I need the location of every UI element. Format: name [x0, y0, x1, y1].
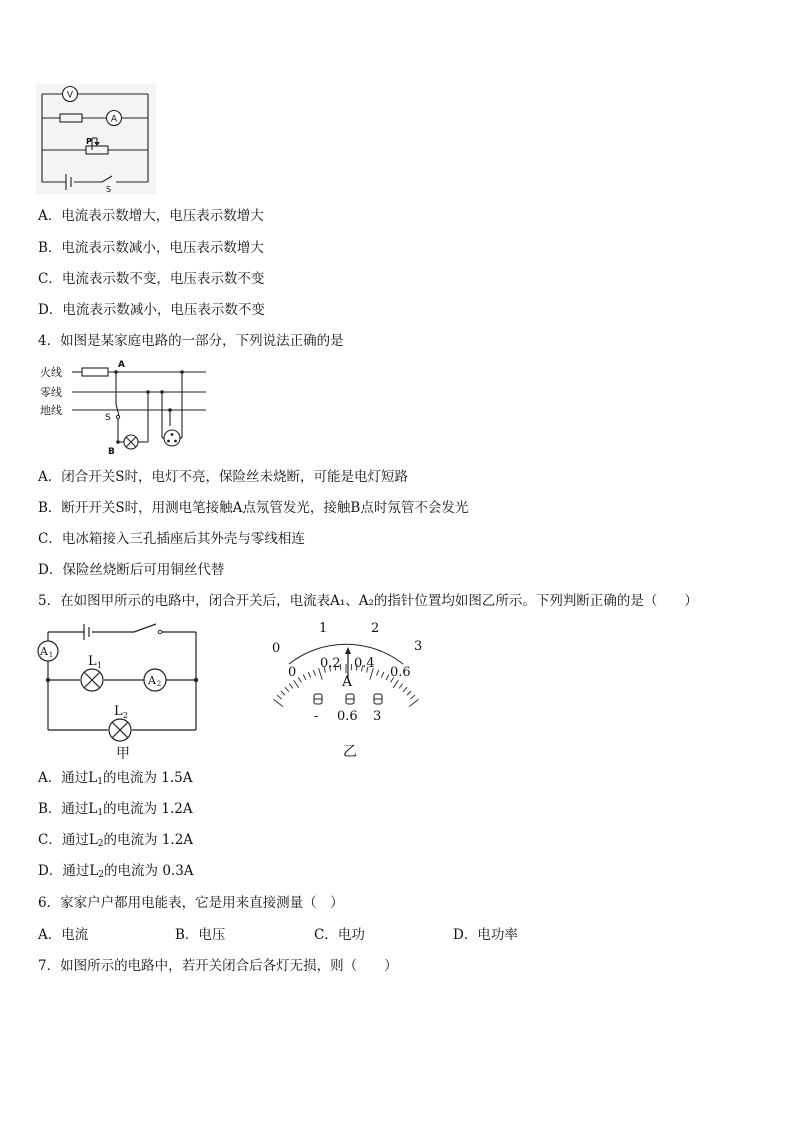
point-a-label: A: [118, 360, 125, 370]
q3-option-d: D．电流表示数减小，电压表示数不变: [38, 302, 265, 318]
dial-tick: [289, 684, 293, 689]
live-wire-label: 火线: [40, 366, 62, 379]
ammeter-a1-label: A: [40, 645, 48, 658]
dial-tick: [281, 691, 285, 695]
inner-scale-0-6: 0.6: [390, 665, 411, 680]
lamp-l1-subscript: 1: [97, 661, 103, 670]
q5-option-c: C．通过$L_2$的电流为 1.2A: [38, 832, 194, 849]
inner-scale-0-4: 0.4: [354, 656, 375, 671]
ammeter-dial-figure-yi: [262, 614, 434, 762]
inner-scale-0: 0: [288, 665, 297, 680]
dial-tick: [274, 699, 284, 706]
q6-option-b: B．电压: [175, 927, 226, 943]
lamp-l2-subscript: 2: [123, 711, 129, 720]
q6-stem: 6．家家户户都用电能表，它是用来直接测量（ ）: [38, 895, 344, 911]
dial-tick: [393, 680, 398, 687]
ammeter-a2-label: A: [148, 674, 156, 687]
ammeter-label: A: [110, 114, 118, 125]
outer-scale-0: 0: [272, 641, 281, 656]
q6-option-c: C．电功: [314, 927, 365, 943]
q4-option-d: D．保险丝烧断后可用铜丝代替: [38, 562, 225, 578]
dial-tick: [303, 675, 306, 680]
lamp-l2-label: L: [114, 704, 123, 719]
q4-option-c: C．电冰箱接入三孔插座后其外壳与零线相连: [38, 531, 305, 547]
dial-tick: [277, 695, 282, 699]
dial-tick: [285, 687, 289, 692]
q5-option-d: D．通过$L_2$的电流为 0.3A: [38, 863, 194, 880]
household-circuit-figure: [40, 356, 210, 456]
dial-tick: [313, 670, 315, 676]
terminal-0-6: 0.6: [337, 709, 358, 724]
dial-tick: [381, 672, 384, 678]
dial-tick: [298, 677, 301, 682]
neutral-wire-label: 零线: [40, 386, 62, 399]
q4-stem: 4．如图是某家庭电路的一部分，下列说法正确的是: [38, 333, 344, 349]
circuit-figure-jia: [34, 620, 204, 762]
ammeter-a2-subscript: 2: [156, 680, 162, 688]
slider-label: P: [86, 137, 92, 146]
figure-jia-caption: 甲: [116, 746, 130, 762]
q5-stem: 5．在如图甲所示的电路中，闭合开关后，电流表A₁、A₂的指针位置均如图乙所示。下列判断正确的是（ ）: [38, 593, 698, 609]
circuit-figure-q3: [36, 84, 156, 194]
q6-option-a: A．电流: [38, 927, 89, 943]
dial-unit: A: [342, 674, 353, 690]
inner-scale-0-2: 0.2: [320, 656, 341, 671]
q3-option-b: B．电流表示数减小，电压表示数增大: [38, 240, 264, 256]
switch-label: S: [106, 185, 112, 194]
q6-option-d: D．电功率: [453, 927, 518, 943]
dial-tick: [399, 684, 403, 689]
q4-option-b: B．断开开关S时，用测电笔接触A点氖管发光，接触B点时氖管不会发光: [38, 500, 469, 516]
voltmeter-label: V: [66, 90, 74, 101]
q3-option-c: C．电流表示数不变，电压表示数不变: [38, 271, 265, 287]
dial-tick: [403, 687, 407, 692]
dial-tick: [377, 670, 379, 676]
socket-symbol: [164, 430, 180, 446]
q3-option-a: A．电流表示数增大，电压表示数增大: [38, 208, 264, 224]
outer-scale-1: 1: [319, 621, 328, 636]
dial-tick: [294, 680, 299, 687]
terminal-3: 3: [373, 709, 382, 724]
dial-tick: [386, 675, 389, 680]
q5-option-b: B．通过$L_1$的电流为 1.2A: [38, 801, 193, 818]
dial-tick: [410, 695, 415, 699]
terminal-negative: -: [314, 709, 319, 724]
switch-s-label: S: [105, 413, 111, 423]
figure-yi-caption: 乙: [343, 744, 357, 760]
dial-tick: [409, 699, 419, 706]
q7-stem: 7．如图所示的电路中，若开关闭合后各灯无损，则（ ）: [38, 958, 398, 974]
outer-scale-2: 2: [371, 621, 380, 636]
q4-option-a: A．闭合开关S时，电灯不亮，保险丝未烧断，可能是电灯短路: [38, 469, 408, 485]
ammeter-a1-subscript: 1: [48, 651, 54, 659]
outer-scale-3: 3: [414, 639, 423, 654]
lamp-l1-label: L: [88, 654, 97, 669]
dial-tick: [407, 691, 411, 695]
ground-wire-label: 地线: [40, 404, 62, 417]
q5-option-a: A．通过$L_1$的电流为 1.5A: [38, 770, 193, 787]
dial-tick: [308, 672, 311, 678]
point-b-label: B: [108, 447, 115, 457]
